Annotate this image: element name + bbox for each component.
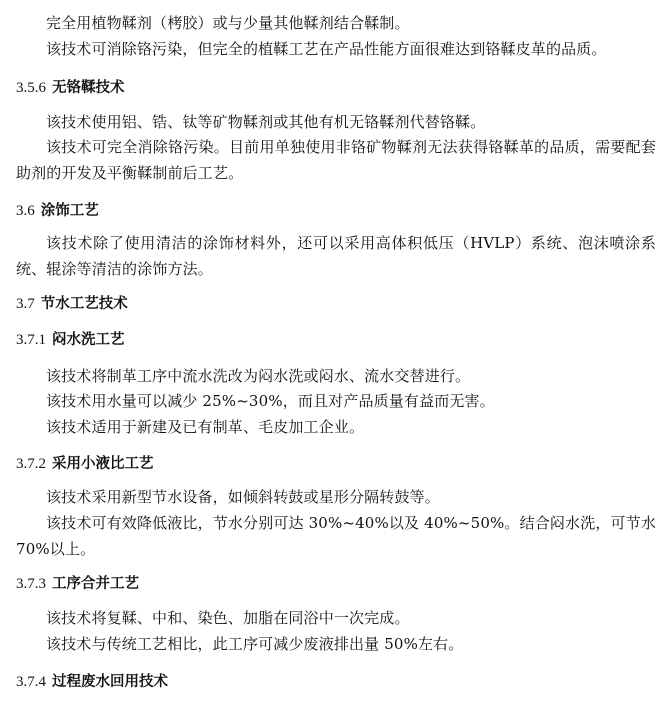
paragraph: 该技术可完全消除铬污染。目前用单独使用非铬矿物鞣剂无法获得铬鞣革的品质，需要配套助剂的开发及平衡鞣制前后工艺。 [16, 138, 656, 182]
section-number: 3.5.6 [16, 80, 46, 96]
section-title: 无铬鞣技术 [52, 80, 125, 96]
paragraph: 该技术可有效降低液比，节水分别可达 30%~40%以及 40%~50%。结合闷水洗，可节水 70%以上。 [16, 514, 656, 558]
paragraph: 该技术用水量可以减少 25%~30%，而且对产品质量有益而无害。 [46, 392, 495, 410]
paragraph: 该技术除了使用清洁的涂饰材料外，还可以采用高体积低压（HVLP）系统、泡沫喷涂系统、辊涂等清洁的涂饰方法。 [16, 234, 656, 278]
section-title: 闷水洗工艺 [52, 332, 125, 348]
section-heading [16, 572, 139, 595]
paragraph: 该技术与传统工艺相比，此工序可减少废液排出量 50%左右。 [46, 635, 464, 653]
section-number: 3.7 [16, 296, 35, 312]
section-number: 3.7.1 [16, 332, 46, 348]
section-title: 涂饰工艺 [40, 203, 99, 219]
section-heading [16, 76, 125, 99]
section-heading [16, 452, 154, 475]
paragraph: 该技术适用于新建及已有制革、毛皮加工企业。 [46, 418, 365, 436]
paragraph: 该技术使用铝、锆、钛等矿物鞣剂或其他有机无铬鞣剂代替铬鞣。 [46, 113, 486, 131]
section-title: 采用小液比工艺 [52, 456, 154, 472]
section-heading [16, 328, 125, 351]
section-heading [16, 292, 128, 315]
section-title: 节水工艺技术 [40, 296, 128, 312]
paragraph: 该技术将复鞣、中和、染色、加脂在同浴中一次完成。 [46, 609, 410, 627]
section-number: 3.7.4 [16, 674, 46, 690]
paragraph: 该技术可消除铬污染，但完全的植鞣工艺在产品性能方面很难达到铬鞣皮革的品质。 [46, 40, 607, 58]
section-title: 过程废水回用技术 [52, 674, 168, 690]
paragraph: 完全用植物鞣剂（栲胶）或与少量其他鞣剂结合鞣制。 [46, 14, 410, 32]
paragraph: 该技术采用新型节水设备，如倾斜转鼓或星形分隔转鼓等。 [46, 488, 440, 506]
paragraph: 该技术将制革工序中流水洗改为闷水洗或闷水、流水交替进行。 [46, 367, 471, 385]
section-number: 3.7.2 [16, 456, 46, 472]
section-title: 工序合并工艺 [52, 576, 139, 592]
section-heading [16, 670, 168, 693]
section-number: 3.7.3 [16, 576, 46, 592]
section-number: 3.6 [16, 203, 35, 219]
section-heading [16, 199, 99, 222]
